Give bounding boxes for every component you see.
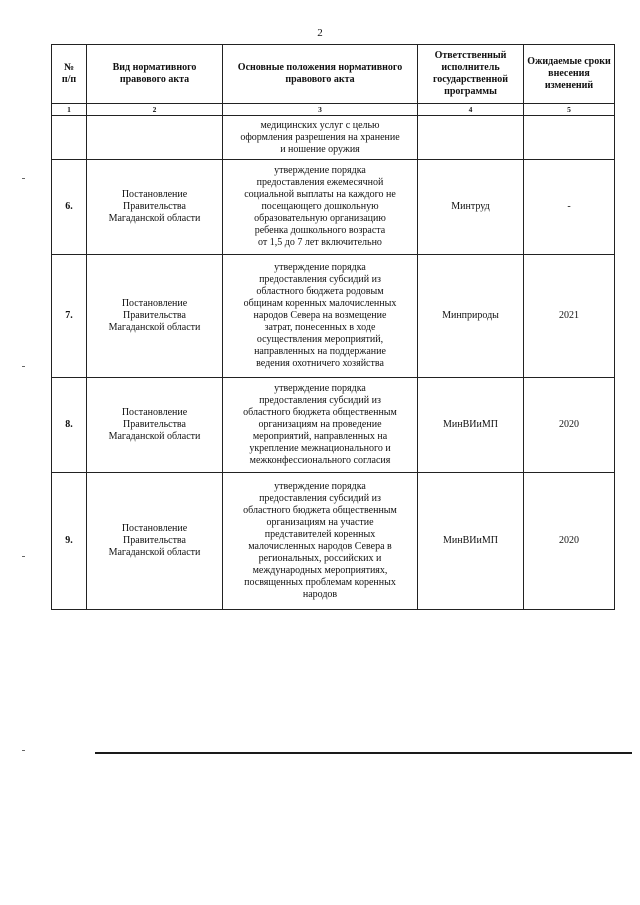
row-act-type: Постановление Правительства Магаданской области: [87, 378, 223, 473]
column-number: 5: [524, 104, 615, 116]
row-num: 9.: [52, 473, 87, 610]
page-number: 2: [317, 27, 323, 39]
margin-mark: [22, 750, 25, 751]
row-terms: 2020: [524, 378, 615, 473]
row-executor: МинВИиМП: [418, 473, 524, 610]
column-number: 3: [223, 104, 418, 116]
row-act-type: [87, 116, 223, 160]
header-act-type: Вид нормативного правового акта: [87, 45, 223, 104]
margin-mark: [22, 556, 25, 557]
column-numbers-row: [52, 104, 615, 116]
row-executor: Минтруд: [418, 160, 524, 255]
table-row: [52, 116, 615, 160]
row-num: 7.: [52, 255, 87, 378]
header-provisions: Основные положения нормативного правового акта: [223, 45, 418, 104]
table-row: [52, 160, 615, 255]
row-num: 6.: [52, 160, 87, 255]
row-num: [52, 116, 87, 160]
row-act-type: Постановление Правительства Магаданской области: [87, 473, 223, 610]
column-number: 2: [87, 104, 223, 116]
row-executor: Минприроды: [418, 255, 524, 378]
row-terms: -: [524, 160, 615, 255]
margin-mark: [22, 178, 25, 179]
row-provisions: медицинских услуг с целью оформления разрешения на хранение и ношение оружия: [223, 116, 418, 160]
row-executor: МинВИиМП: [418, 378, 524, 473]
row-terms: 2021: [524, 255, 615, 378]
row-terms: 2020: [524, 473, 615, 610]
normative-acts-table: [51, 44, 615, 610]
row-provisions: утверждение порядка предоставления субсидий из областного бюджета общественным организациям на проведение мероприятий, направленных на укрепление межнационального и межконфессионального согласия: [223, 378, 418, 473]
header-num: № п/п: [52, 45, 87, 104]
column-number: 4: [418, 104, 524, 116]
footer-rule: [95, 752, 632, 754]
row-terms: [524, 116, 615, 160]
column-number: 1: [52, 104, 87, 116]
row-provisions: утверждение порядка предоставления ежемесячной социальной выплаты на каждого не посещающего дошкольную образовательную организацию ребенка дошкольного возраста от 1,5 до 7 лет включительно: [223, 160, 418, 255]
table-row: [52, 378, 615, 473]
row-num: 8.: [52, 378, 87, 473]
header-terms: Ожидаемые сроки внесения изменений: [524, 45, 615, 104]
row-provisions: утверждение порядка предоставления субсидий из областного бюджета общественным организациям на участие представителей коренных малочисленных народов Севера в региональных, российских и международных мероприятиях, посвященных проблемам коренных народов: [223, 473, 418, 610]
table-header-row: [52, 45, 615, 104]
table-row: [52, 473, 615, 610]
row-provisions: утверждение порядка предоставления субсидий из областного бюджета родовым общинам коренных малочисленных народов Севера на возмещение затрат, понесенных в ходе осуществления мероприятий, направленных на поддержание ведения охотничего хозяйства: [223, 255, 418, 378]
row-act-type: Постановление Правительства Магаданской области: [87, 255, 223, 378]
row-executor: [418, 116, 524, 160]
margin-mark: [22, 366, 25, 367]
header-executor: Ответственный исполнитель государственной программы: [418, 45, 524, 104]
row-act-type: Постановление Правительства Магаданской области: [87, 160, 223, 255]
table-row: [52, 255, 615, 378]
